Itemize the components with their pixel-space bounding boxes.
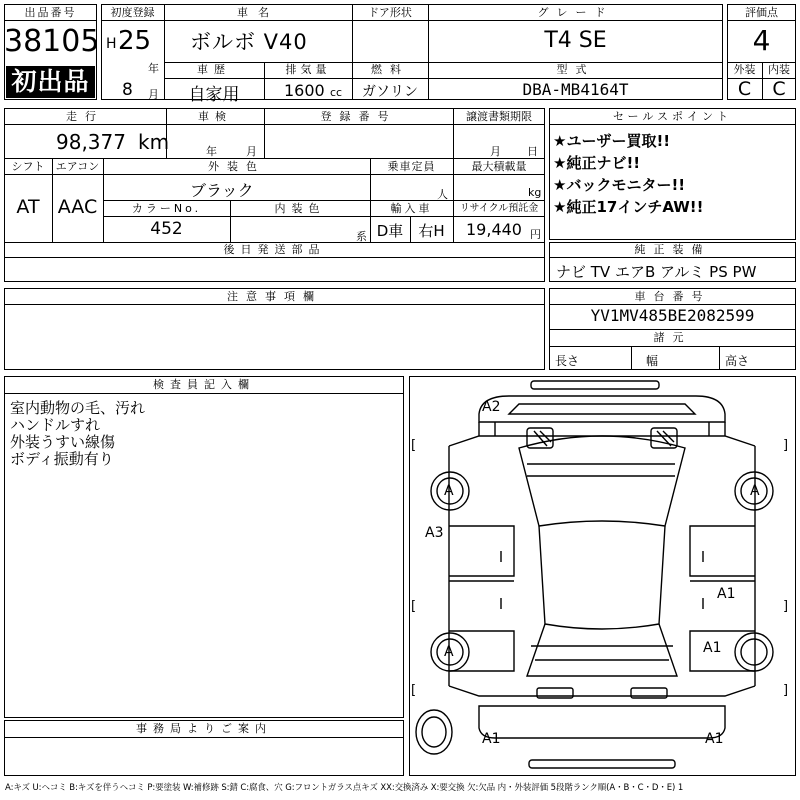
mark-a1-bottom-right: A1 bbox=[705, 731, 724, 747]
legend: A:キズ U:ヘコミ B:キズを伴うヘコミ P:要塗装 W:補修跡 S:錆 C:腐食、穴 G:フロントガラス点キズ XX:交換済み X:要交換 欠:欠品 内・外装評価 5段階ランク順(A・B・C・D・E) 1 bbox=[5, 783, 684, 793]
import-value-1: D車 bbox=[376, 222, 404, 240]
recycle-value: 19,440 bbox=[466, 220, 522, 239]
width-label: 幅 bbox=[646, 354, 659, 368]
transfer-day-unit: 日 bbox=[527, 145, 538, 158]
chassis-value: YV1MV485BE2082599 bbox=[590, 306, 755, 325]
notes-label: 注意事項欄 bbox=[227, 290, 322, 303]
load-unit: kg bbox=[528, 186, 542, 199]
bracket-r2: ] bbox=[783, 599, 789, 614]
first-reg-label: 初度登録 bbox=[110, 6, 155, 19]
fuel-value: ガソリン bbox=[362, 84, 418, 100]
sales-point-2: ★純正ナビ!! bbox=[553, 154, 641, 172]
inspector-label: 検査員記入欄 bbox=[153, 378, 255, 391]
registration-label: 登録番号 bbox=[320, 110, 397, 123]
month-unit: 月 bbox=[148, 88, 159, 101]
bracket-l3: [ bbox=[411, 683, 417, 698]
sales-point-4: ★純正17インチAW!! bbox=[553, 198, 704, 216]
score-value: 4 bbox=[752, 24, 771, 57]
inspection-label: 車検 bbox=[198, 110, 232, 123]
aircon-label: エアコン bbox=[55, 160, 100, 173]
mileage-value: 98,377 bbox=[56, 130, 126, 154]
exterior-label: 外装 bbox=[733, 63, 756, 76]
shift-value: AT bbox=[16, 196, 40, 218]
length-label: 長さ bbox=[555, 354, 580, 368]
recycle-label: リサイクル預託金 bbox=[459, 203, 539, 214]
mark-a-rear-left: A bbox=[444, 644, 454, 660]
import-label: 輸入車 bbox=[390, 202, 433, 215]
model-label: 型式 bbox=[556, 63, 595, 76]
sales-point-1: ★ユーザー買取!! bbox=[553, 132, 671, 150]
bracket-r3: ] bbox=[783, 683, 789, 698]
inspection-month-unit: 月 bbox=[246, 145, 257, 158]
fuel-label: 燃料 bbox=[371, 63, 409, 76]
year-unit: 年 bbox=[148, 62, 159, 75]
reg-year: 25 bbox=[118, 26, 152, 56]
bracket-l1: [ bbox=[411, 438, 417, 453]
interior-label: 内装 bbox=[768, 63, 790, 76]
history-value: 自家用 bbox=[188, 85, 240, 105]
displacement-value: 1600 bbox=[284, 81, 325, 100]
mark-a-front-left: A bbox=[444, 483, 454, 499]
load-label: 最大積載量 bbox=[471, 160, 527, 173]
inspection-year-unit: 年 bbox=[206, 145, 217, 158]
aircon-value: AAC bbox=[57, 196, 98, 218]
sales-points-label: セールスポイント bbox=[612, 110, 732, 123]
inspector-line-2: ハンドルすれ bbox=[10, 416, 101, 434]
car-diagram bbox=[409, 376, 796, 776]
reg-month: 8 bbox=[122, 80, 133, 100]
mileage-unit: km bbox=[138, 130, 170, 154]
dims-label: 諸元 bbox=[653, 331, 692, 344]
interior-color-label: 内装色 bbox=[274, 202, 326, 215]
bracket-r1: ] bbox=[783, 438, 789, 453]
office-label: 事務局よりご案内 bbox=[136, 722, 272, 735]
mark-a2: A2 bbox=[482, 399, 501, 415]
height-label: 高さ bbox=[725, 354, 750, 368]
shift-label: シフト bbox=[11, 160, 45, 173]
mileage-label: 走行 bbox=[66, 110, 104, 123]
import-value-2: 右H bbox=[418, 222, 445, 240]
first-listing-text: 初出品 bbox=[11, 67, 90, 96]
mark-a3: A3 bbox=[425, 525, 444, 541]
score-label: 評価点 bbox=[745, 6, 778, 19]
chassis-label: 車台番号 bbox=[634, 290, 711, 303]
grade-value: T4 SE bbox=[544, 28, 607, 53]
era: H bbox=[106, 36, 117, 52]
color-value: ブラック bbox=[190, 181, 254, 200]
bracket-l2: [ bbox=[411, 599, 417, 614]
displacement-label: 排気量 bbox=[285, 63, 331, 76]
mark-a1-right-door: A1 bbox=[717, 586, 736, 602]
lot-number: 38105 bbox=[4, 24, 100, 59]
inspector-line-4: ボディ振動有り bbox=[10, 450, 114, 468]
inspector-line-3: 外装うすい線傷 bbox=[10, 433, 116, 451]
grade-label: グレード bbox=[537, 6, 614, 19]
color-no-value: 452 bbox=[150, 219, 183, 239]
mark-a-front-right: A bbox=[750, 483, 760, 499]
history-label: 車歴 bbox=[197, 63, 231, 76]
color-no-label: カラーNo. bbox=[131, 202, 202, 215]
sales-point-3: ★バックモニター!! bbox=[553, 176, 686, 194]
interior-color-unit: 系 bbox=[356, 230, 367, 243]
capacity-label: 乗車定員 bbox=[387, 160, 436, 173]
capacity-unit: 人 bbox=[437, 188, 448, 201]
equipment-value: ナビ TV エアB アルミ PS PW bbox=[556, 263, 757, 281]
car-name: ボルボ V40 bbox=[190, 30, 308, 54]
model-value: DBA-MB4164T bbox=[522, 80, 629, 99]
color-label: 外装色 bbox=[208, 160, 265, 173]
interior-grade: C bbox=[772, 78, 786, 100]
mark-a1-bottom-left: A1 bbox=[482, 731, 501, 747]
inspector-line-1: 室内動物の毛、汚れ bbox=[10, 399, 146, 417]
car-name-label: 車名 bbox=[237, 6, 279, 19]
recycle-unit: 円 bbox=[530, 228, 541, 241]
equipment-label: 純正装備 bbox=[634, 243, 711, 256]
door-label: ドア形状 bbox=[368, 6, 412, 19]
displacement-unit: cc bbox=[330, 86, 343, 99]
lot-label: 出品番号 bbox=[24, 6, 77, 19]
exterior-grade: C bbox=[737, 78, 752, 100]
later-parts-label: 後日発送部品 bbox=[223, 243, 326, 256]
transfer-label: 譲渡書類期限 bbox=[466, 110, 532, 123]
transfer-month-unit: 月 bbox=[490, 145, 501, 158]
mark-a1-right-rear: A1 bbox=[703, 640, 722, 656]
